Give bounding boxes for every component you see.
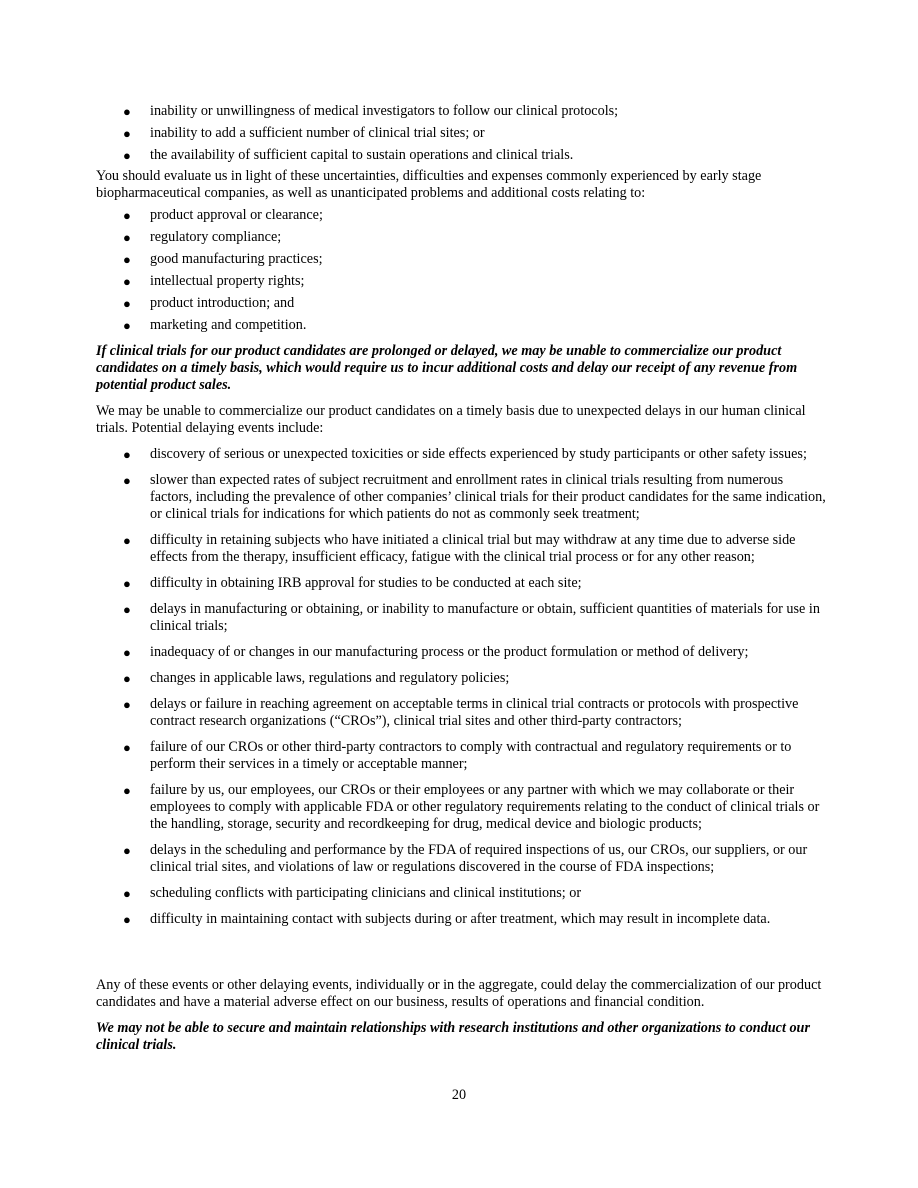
list-item: ● difficulty in obtaining IRB approval for studies to be conducted at each site;: [123, 575, 582, 591]
list-item: ● difficulty in maintaining contact with subjects during or after treatment, which may result in incomplete data.: [123, 911, 771, 927]
list-item: ● inability or unwillingness of medical investigators to follow our clinical protocols;: [123, 103, 619, 119]
top-bullet-list: [96, 103, 826, 169]
list-item: ● marketing and competition.: [123, 317, 307, 333]
list-item: ● regulatory compliance;: [123, 229, 282, 245]
delays-paragraph: We may be unable to commercialize our product candidates on a timely basis due to unexpected delays in our human clinical trials. Potential delaying events include:: [96, 403, 806, 436]
delay-bullet-list: [96, 446, 826, 937]
list-item: ● product introduction; and: [123, 295, 295, 311]
list-item: ● scheduling conflicts with participating clinicians and clinical institutions; or: [123, 885, 582, 901]
list-item: ● intellectual property rights;: [123, 273, 305, 289]
cost-bullet-list: [96, 207, 826, 339]
list-item: ● difficulty in retaining subjects who have initiated a clinical trial but may withdraw at any time due to adverse side effects from the therapy, insufficient efficacy, fatigue with the clinical trial process or for any other reason;: [123, 532, 796, 565]
evaluate-paragraph: You should evaluate us in light of these uncertainties, difficulties and expenses commonly experienced by early stage biopharmaceutical companies, as well as unanticipated problems and additional costs relating to:: [96, 168, 762, 201]
list-item: ● the availability of sufficient capital to sustain operations and clinical trials.: [123, 147, 574, 163]
page-number: 20: [451, 1087, 467, 1103]
list-item: ● inability to add a sufficient number of clinical trial sites; or: [123, 125, 485, 141]
list-item: ● failure by us, our employees, our CROs or their employees or any partner with which we may collaborate or their employees to comply with applicable FDA or other regulatory requirements relating to the conduct of clinical trials or the handling, storage, security and recordkeeping for drug, medical device and biologic products;: [123, 782, 820, 832]
list-item: ● discovery of serious or unexpected toxicities or side effects experienced by study participants or other safety issues;: [123, 446, 807, 462]
list-item: ● delays in the scheduling and performance by the FDA of required inspections of us, our CROs, our suppliers, or our clinical trial sites, and violations of law or regulations discovered in the course of FDA inspections;: [123, 842, 808, 875]
list-item: ● delays or failure in reaching agreement on acceptable terms in clinical trial contracts or protocols with prospective contract research organizations (“CROs”), clinical trial sites and other third-party contractors;: [123, 696, 799, 729]
list-item: ● inadequacy of or changes in our manufacturing process or the product formulation or method of delivery;: [123, 644, 749, 660]
list-item: ● changes in applicable laws, regulations and regulatory policies;: [123, 670, 510, 686]
list-item: ● slower than expected rates of subject recruitment and enrollment rates in clinical trials resulting from numerous factors, including the prevalence of other companies’ clinical trials for their product candidates for the same indication, or clinical trials for indications for which patients do not as commonly seek treatment;: [123, 472, 826, 522]
relationships-heading: We may not be able to secure and maintain relationships with research institutions and other organizations to conduct our clinical trials.: [96, 1020, 810, 1053]
any-events-paragraph: Any of these events or other delaying events, individually or in the aggregate, could delay the commercialization of our product candidates and have a material adverse effect on our business, results of operations and financial condition.: [96, 977, 822, 1010]
list-item: ● good manufacturing practices;: [123, 251, 323, 267]
list-item: ● failure of our CROs or other third-party contractors to comply with contractual and regulatory requirements or to perform their services in a timely or acceptable manner;: [123, 739, 792, 772]
list-item: ● delays in manufacturing or obtaining, or inability to manufacture or obtain, sufficient quantities of materials for use in clinical trials;: [123, 601, 820, 634]
delays-heading: If clinical trials for our product candidates are prolonged or delayed, we may be unable to commercialize our product candidates on a timely basis, which would require us to incur additional costs and delay our receipt of any revenue from potential product sales.: [96, 343, 798, 393]
list-item: ● product approval or clearance;: [123, 207, 323, 223]
